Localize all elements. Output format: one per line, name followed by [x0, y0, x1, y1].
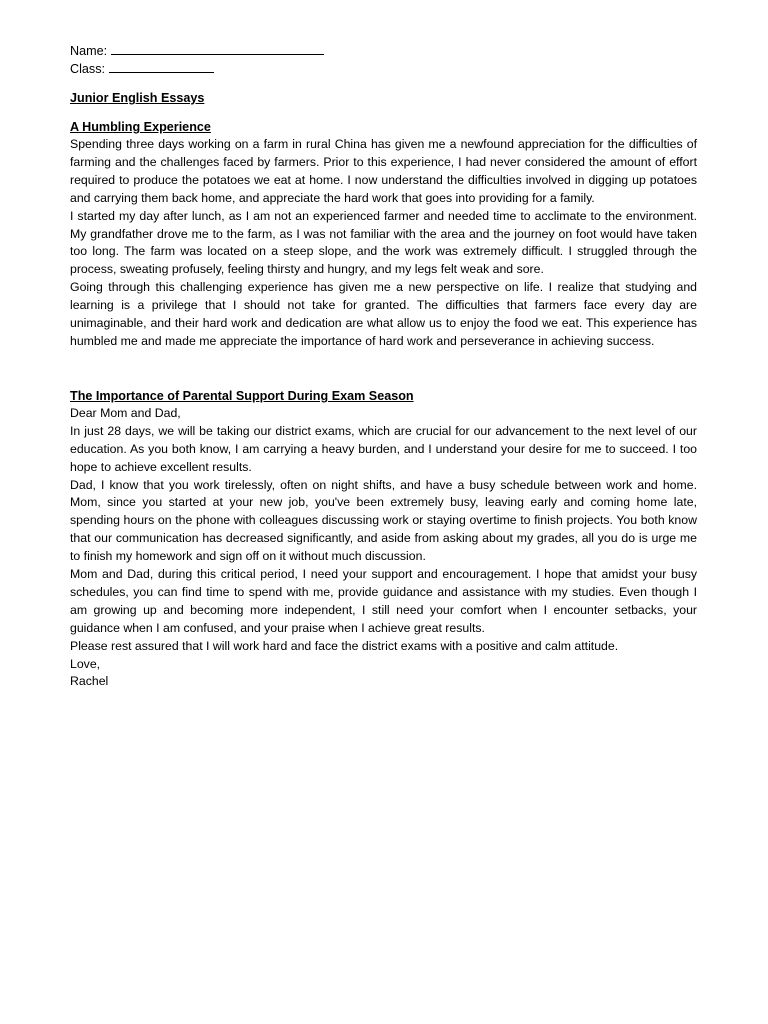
- essay2-paragraph-2: Dad, I know that you work tirelessly, often on night shifts, and have a busy schedule between work and home. Mom, since you started at your new job, you've been extremely busy, leaving early and coming home late, spending hours on the phone with colleagues discussing work or staying overtime to finish projects. You both know that our communication has decreased significantly, and aside from asking about my grades, all you do is urge me to finish my homework and sign off on it without much discussion.: [70, 477, 697, 564]
- essay1-paragraph-1: Spending three days working on a farm in rural China has given me a newfound appreciation for the difficulties of farming and the challenges faced by farmers. Prior to this experience, I had never considered the amount of effort required to produce the potatoes we eat at home. I now understand the difficulties involved in digging up potatoes and carrying them back home, and appreciate the hard work that goes into providing for a family.: [70, 137, 697, 205]
- name-field: [70, 42, 697, 60]
- essay2-signature: Rachel: [70, 674, 109, 689]
- name-label: Name:: [70, 44, 108, 58]
- essay2-paragraph-3: Mom and Dad, during this critical period, I need your support and encouragement. I hope that amidst your busy schedules, you can find time to spend with me, provide guidance and assistance with my studies. Even though I am growing up and becoming more independent, I still need your comfort when I encounter setbacks, your guidance when I am confused, and your praise when I achieve great results.: [70, 567, 697, 635]
- essay1-paragraph-3: Going through this challenging experience has given me a new perspective on life. I realize that studying and learning is a privilege that I should not take for granted. The difficulties that farmers face every day are unimaginable, and their hard work and dedication are what allow us to enjoy the food we eat. This experience has humbled me and made me appreciate the importance of hard work and perseverance in achieving success.: [70, 280, 697, 348]
- essay2-closing: Love,: [70, 656, 101, 671]
- essay2-paragraph-4: Please rest assured that I will work hard and face the district exams with a positive and calm attitude.: [70, 638, 619, 653]
- series-title: Junior English Essays: [70, 91, 205, 105]
- essay2-title: The Importance of Parental Support During Exam Season: [70, 388, 414, 403]
- essay1-paragraph-2: I started my day after lunch, as I am not an experienced farmer and needed time to acclimate to the environment. My grandfather drove me to the farm, as I was not familiar with the area and the journey on foot would have taken too long. The farm was located on a steep slope, and the work was extremely difficult. I struggled through the process, sweating profusely, feeling thirsty and hungry, and my legs felt weak and sore.: [70, 208, 697, 277]
- name-blank-line[interactable]: [111, 42, 324, 55]
- essay1-title: A Humbling Experience: [70, 120, 211, 134]
- essay2-salutation: Dear Mom and Dad,: [70, 405, 181, 420]
- class-blank-line[interactable]: [109, 60, 214, 73]
- class-label: Class:: [70, 62, 105, 76]
- class-field: [70, 60, 697, 78]
- essay2-paragraph-1: In just 28 days, we will be taking our district exams, which are crucial for our advancement to the next level of our education. As you both know, I am carrying a heavy burden, and I understand your desire for me to succeed. I too hope to achieve excellent results.: [70, 423, 697, 474]
